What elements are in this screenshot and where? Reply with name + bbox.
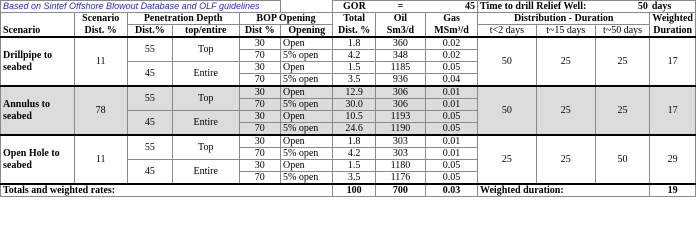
gas-rate: 0.05	[426, 111, 478, 123]
header-total: Total	[333, 13, 375, 25]
oil-rate: 303	[375, 135, 425, 148]
gas-rate: 0.01	[426, 86, 478, 99]
gor-value: 45	[426, 1, 478, 13]
oil-rate: 1180	[375, 160, 425, 172]
header-bop-opening: BOP Opening	[239, 13, 333, 25]
total-dist: 3.5	[333, 172, 375, 185]
weighted-duration: 29	[650, 135, 696, 184]
weighted-duration: 17	[650, 86, 696, 135]
relief-well-value: 50	[595, 1, 650, 13]
oil-rate: 303	[375, 148, 425, 160]
oil-rate: 348	[375, 50, 425, 62]
weighted-duration: 17	[650, 37, 696, 86]
header-oil-unit: Sm3/d	[375, 25, 425, 38]
header-scenario-dist: Scenario	[74, 13, 127, 25]
bop-dist: 70	[239, 74, 280, 87]
pen-dist: 45	[127, 111, 172, 136]
scenario-dist: 78	[74, 86, 127, 135]
gas-rate: 0.02	[426, 50, 478, 62]
bop-opening: 5% open	[280, 74, 333, 87]
bop-opening: Open	[280, 62, 333, 74]
bop-dist: 30	[239, 111, 280, 123]
oil-rate: 936	[375, 74, 425, 87]
oil-rate: 1193	[375, 111, 425, 123]
bop-opening: Open	[280, 111, 333, 123]
oil-rate: 360	[375, 37, 425, 50]
header-scenario: Scenario	[1, 25, 75, 38]
header-row-2	[1, 25, 696, 38]
gor-label: GOR	[333, 1, 375, 13]
oil-rate: 306	[375, 86, 425, 99]
total-dist: 1.8	[333, 135, 375, 148]
bop-opening: 5% open	[280, 172, 333, 185]
total-dist: 1.5	[333, 160, 375, 172]
header-gas: Gas	[426, 13, 478, 25]
bop-opening: Open	[280, 37, 333, 50]
bop-opening: 5% open	[280, 50, 333, 62]
source-note: Based on Sintef Offshore Blowout Database and OLF guidelines	[1, 1, 281, 13]
bop-opening: 5% open	[280, 99, 333, 111]
relief-well-unit: days	[650, 1, 696, 13]
oil-rate: 1190	[375, 123, 425, 136]
oil-rate: 1176	[375, 172, 425, 185]
table-row	[1, 135, 696, 148]
bop-dist: 30	[239, 62, 280, 74]
bop-dist: 30	[239, 135, 280, 148]
pen-label: Top	[172, 135, 239, 160]
pen-dist: 55	[127, 135, 172, 160]
bop-opening: 5% open	[280, 148, 333, 160]
duration-2: 25	[536, 86, 595, 135]
bop-dist: 30	[239, 160, 280, 172]
oil-rate: 1185	[375, 62, 425, 74]
duration-3: 50	[595, 135, 650, 184]
header-gas-unit: MSm³/d	[426, 25, 478, 38]
header-duration-2: t~15 days	[536, 25, 595, 38]
bop-dist: 30	[239, 37, 280, 50]
header-pen-dist: Dist.%	[127, 25, 172, 38]
total-dist: 30.0	[333, 99, 375, 111]
header-distribution-duration: Distribution - Duration	[478, 13, 650, 25]
header-weighted: Weighted	[650, 13, 696, 25]
bop-opening: 5% open	[280, 123, 333, 136]
gas-rate: 0.01	[426, 99, 478, 111]
pen-dist: 55	[127, 37, 172, 62]
total-dist: 3.5	[333, 74, 375, 87]
header-weighted-unit: Duration	[650, 25, 696, 38]
bop-opening: Open	[280, 86, 333, 99]
total-dist: 4.2	[333, 50, 375, 62]
scenario-name: Drillpipe to seabed	[1, 37, 75, 86]
pen-label: Top	[172, 37, 239, 62]
bop-opening: Open	[280, 160, 333, 172]
oil-rate: 306	[375, 99, 425, 111]
bop-opening: Open	[280, 135, 333, 148]
header-row-1	[1, 13, 696, 25]
weighted-duration-total: 19	[650, 184, 696, 197]
totals-dist: 100	[333, 184, 375, 197]
duration-3: 25	[595, 86, 650, 135]
header-scenario-dist-unit: Dist. %	[74, 25, 127, 38]
bop-dist: 70	[239, 99, 280, 111]
table-row	[1, 86, 696, 99]
duration-2: 25	[536, 37, 595, 86]
pen-label: Entire	[172, 62, 239, 87]
bop-dist: 70	[239, 172, 280, 185]
total-dist: 12.9	[333, 86, 375, 99]
relief-well-label: Time to drill Relief Well:	[478, 1, 596, 13]
duration-3: 25	[595, 37, 650, 86]
pen-dist: 55	[127, 86, 172, 111]
header-pen-top-entire: top/entire	[172, 25, 239, 38]
pen-label: Top	[172, 86, 239, 111]
header-duration-3: t~50 days	[595, 25, 650, 38]
header-bop-dist: Dist %	[239, 25, 280, 38]
pen-label: Entire	[172, 111, 239, 136]
scenario-dist: 11	[74, 135, 127, 184]
gas-rate: 0.02	[426, 37, 478, 50]
scenario-name: Open Hole to seabed	[1, 135, 75, 184]
gas-rate: 0.01	[426, 148, 478, 160]
duration-1: 25	[478, 135, 537, 184]
total-dist: 10.5	[333, 111, 375, 123]
bop-dist: 30	[239, 86, 280, 99]
bop-dist: 70	[239, 123, 280, 136]
pen-label: Entire	[172, 160, 239, 185]
gas-rate: 0.05	[426, 123, 478, 136]
gas-rate: 0.01	[426, 135, 478, 148]
totals-row	[1, 184, 696, 197]
gas-rate: 0.04	[426, 74, 478, 87]
total-dist: 24.6	[333, 123, 375, 136]
gas-rate: 0.05	[426, 172, 478, 185]
weighted-duration-label: Weighted duration:	[478, 184, 650, 197]
totals-oil: 700	[375, 184, 425, 197]
header-bop-opening-col: Opening	[280, 25, 333, 38]
scenario-dist: 11	[74, 37, 127, 86]
top-info-row	[1, 1, 696, 13]
header-oil: Oil	[375, 13, 425, 25]
header-duration-1: t<2 days	[478, 25, 537, 38]
duration-1: 50	[478, 86, 537, 135]
gas-rate: 0.05	[426, 160, 478, 172]
pen-dist: 45	[127, 62, 172, 87]
gor-equals: =	[375, 1, 425, 13]
bop-dist: 70	[239, 148, 280, 160]
duration-2: 25	[536, 135, 595, 184]
totals-gas: 0.03	[426, 184, 478, 197]
duration-1: 50	[478, 37, 537, 86]
total-dist: 1.8	[333, 37, 375, 50]
pen-dist: 45	[127, 160, 172, 185]
header-penetration-depth: Penetration Depth	[127, 13, 239, 25]
header-total-unit: Dist. %	[333, 25, 375, 38]
gas-rate: 0.05	[426, 62, 478, 74]
table-row	[1, 37, 696, 50]
total-dist: 1.5	[333, 62, 375, 74]
totals-label: Totals and weighted rates:	[1, 184, 333, 197]
total-dist: 4.2	[333, 148, 375, 160]
scenario-name: Annulus to seabed	[1, 86, 75, 135]
bop-dist: 70	[239, 50, 280, 62]
